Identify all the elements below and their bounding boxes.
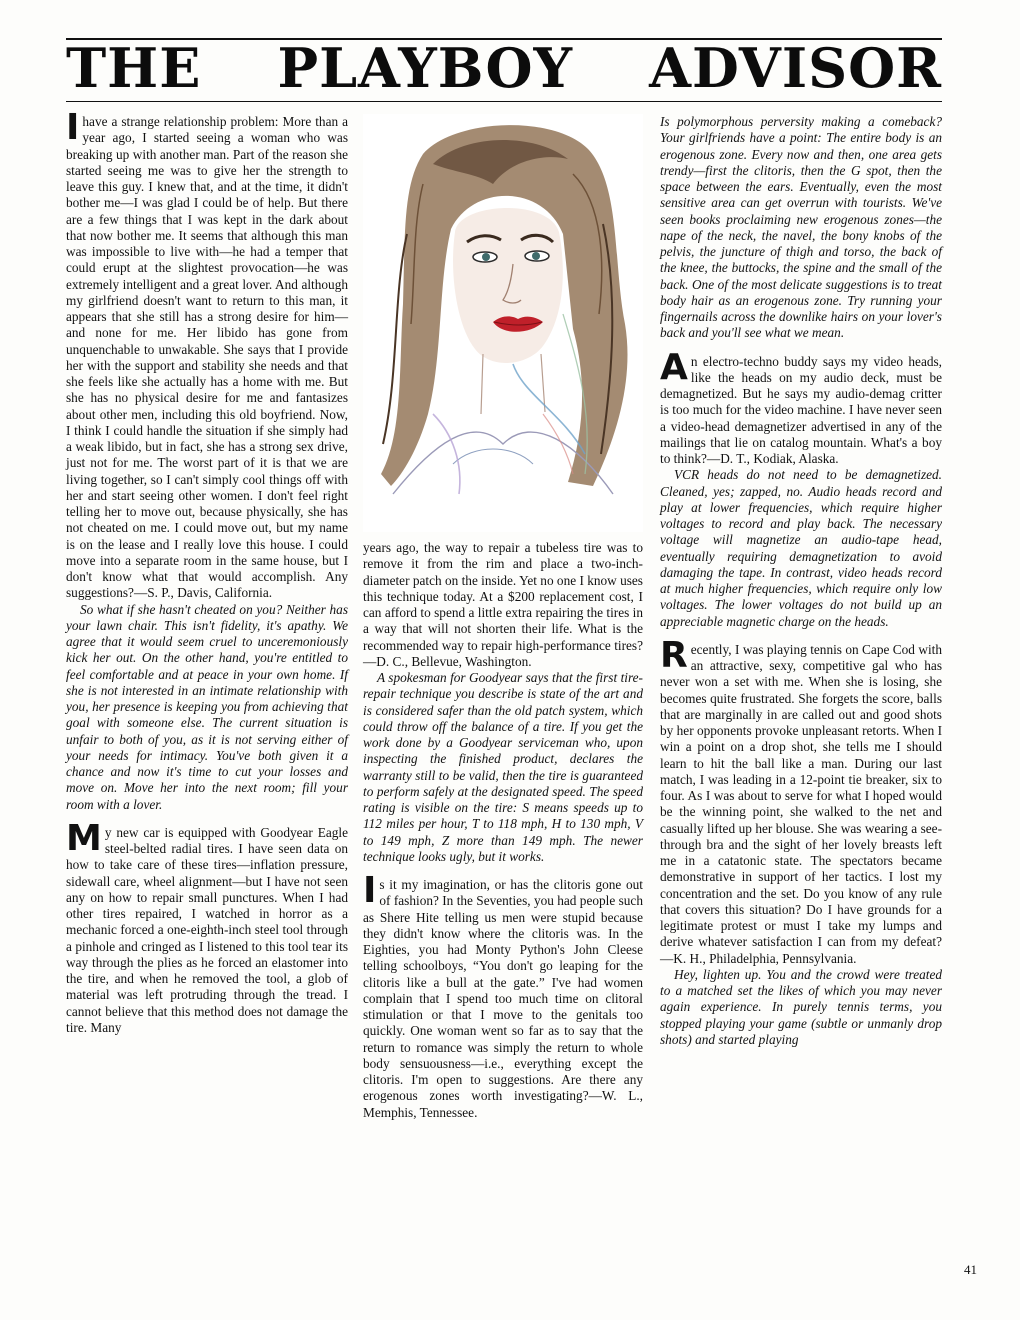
answer-paragraph (660, 967, 942, 1048)
drop-cap: R (660, 634, 688, 676)
drop-cap: I (66, 107, 80, 148)
paragraph-text: Hey, lighten up. You and the crowd were treated to a matched set the likes of which you may never again experience. In purely tennis terms, you stopped playing your game (subtle or unmanly drop shots) and started playing (660, 966, 942, 1047)
drop-cap: M (66, 817, 102, 859)
paragraph-text: Is polymorphous perversity making a comeback? Your girlfriends have a point: The entire body is an erogenous zone. Every now and then, one area gets trendy—first the clitoris, then the G spot, then the space between the ears. Eventually, even the most sensitive area can get overrun with tourists. We've seen books proclaiming new erogenous zones—the nape of the neck, the navel, the bony knobs of the pelvis, the juncture of thigh and torso, the back of the knee, the buttocks, the spine and the small of the back. One of the most delicate suggestions is to treat body hair as an erogenous zone. Try running your fingernails across the downlike hairs on your lover's back and you'll see what we mean. (660, 114, 942, 341)
paragraph-text: A spokesman for Goodyear says that the first tire-repair technique you describe is state of the art and is considered safer than the old patch system, which could throw off the balance of a tire. If you get the work done by a Goodyear serviceman who, upon inspecting the finished product, declares the warranty still to be valid, then the tire is guaranteed to perform safely at the designated speed. The speed rating is visible on the tire: S means speeds up to 112 miles per hour, T to 118 mph, H to 130 mph, V to 149 mph, Z more than 149 mph. The newer technique looks ugly, but it works. (363, 670, 643, 864)
paragraph-text: y new car is equipped with Goodyear Eagle steel-belted radial tires. I have seen data on how to take care of these tires—inflation pressure, sidewall care, wheel alignment—but I have not seen any on how to repair small punctures. When I had other tires repaired, I watched in horror as a mechanic forced a one-eighth-inch steel tool through a pinhole and cringed as I listened to this tool tear its way through the plies as he forced an elastomer into the tire, and when he removed the tool, a glob of material was left protruding through the tread. I cannot believe that this method does not damage the tire. Many (66, 824, 348, 1035)
column-2 (363, 540, 643, 1270)
answer-paragraph (363, 670, 643, 865)
page-title: THE PLAYBOY ADVISOR (66, 36, 942, 100)
woman-portrait-illustration (363, 114, 643, 532)
paragraph-text: have a strange relationship problem: More than a year ago, I started seeing a woman who was breaking up with another man. Part of the reason she started seeing me was to give her the strength to leave this guy. I knew that, and at the time, it didn't bother me—I was glad I could be of help. But there are a few things that I was kept in the dark about that now bother me. It seems that although this man was impossible to live with—he had a temper that could erupt at the slightest provocation—he was extremely intelligent and a great lover. And although my girlfriend doesn't want to return to this man, it appears that she still has a strong desire for him—and none for me. Her libido has gone from unquenchable to unwakable. She says that I provide her with the support and stability she needs and that she feels like she actually has a home with me. But she has no physical desire for me and fantasizes about other men, including this old boyfriend. Now, I think I could handle the situation if she simply had a weak libido, but in fact, she has a strong sex drive, just not for me. The worst part of it is that we are living together, so I can't simply cool things off with her and start seeing other women. I don't feel right telling her to move out, because physically, she has not cheated on me. I could move out, but my name is on the lease and I really love this house. I could move into a separate room in the same house, but I don't know what that would accomplish. Any suggestions?—S. P., Davis, California. (66, 114, 348, 601)
letter-paragraph (363, 540, 643, 670)
answer-paragraph (66, 602, 348, 813)
drop-cap: A (660, 346, 688, 388)
paragraph-text: ecently, I was playing tennis on Cape Cod with an attractive, sexy, competitive gal who has never won a set with me. When she is losing, she becomes quite frustrated. She forgets the score, balls that are marginally in are called out and good shots by her opponents provoke unpleasant retorts. When I win a point on a drop shot, she tells me I should learn to hit the ball like a man. During our last match, I was leading in a 12-point tie breaker, six to four. As I was about to serve for what I hoped would be the winning point, she walked to the net and casually lifted up her blouse. She was wearing a see-through bra and the sight of her lovely breasts left me in a catatonic state. The spectators became demonstrative in support of her tactics. I lost my concentration and the set. Do you know of any rule that covers this situation? Do I have grounds for a legitimate protest or must I take my lumps and derive whatever satisfaction I can from my defeat?—K. H., Philadelphia, Pennsylvania. (660, 641, 942, 966)
letter-paragraph (660, 346, 942, 468)
masthead-bottom-rule (66, 101, 942, 102)
letter-paragraph (66, 817, 348, 1036)
paragraph-text: s it my imagination, or has the clitoris gone out of fashion? In the Seventies, you had people such as Shere Hite telling us men were stupid because they didn't know where the clitoris was. In the Eighties, you had Monty Python's John Cleese telling schoolboys, “You don't go leaping for the clitoris like a bull at the gate.” I've had women complain that I spend too much time on clitoral stimulation or that I move to the genitals too quickly. One woman went so far as to say that the return to romance was simply the return to whole body sensuousness—i.e., everything except the clitoris. I'm open to suggestions. Are there any erogenous zones worth investigating?—W. L., Memphis, Tennessee. (363, 877, 643, 1120)
paragraph-text: VCR heads do not need to be demagnetized. Cleaned, yes; zapped, no. Audio heads record and play at lower frequencies, which require higher voltages to record and play back. The necessary voltage will magnetize an audio-tape head, eventually requiring demagnetization to avoid damaging the tape. In contrast, video heads record at much higher frequencies, which require only low voltages. The lower voltages do not build up an appreciable magnetic charge on the heads. (660, 467, 942, 629)
paragraph-text: n electro-techno buddy says my video heads, like the heads on my audio deck, must be demagnetized. But he says my audio-demag critter is too much for the video machine. I have never seen a video-head demagnetizer advertised in any of the mailings that lie on catalog mountain. What's a boy to think?—D. T., Kodiak, Alaska. (660, 353, 942, 466)
paragraph-text: So what if she hasn't cheated on you? Neither has your lawn chair. This isn't fidelity, it's apathy. We agree that it would seem cruel to unceremoniously kick her out. On the other hand, you're entitled to feel comfortable and at peace in your own home. If she is not interested in an intimate relationship with you, her presence is keeping you from achieving that goal with someone else. The current situation is unfair to both of you, as it is not serving either of your needs for intimacy. You've both given it a chance and now it's time to cut your losses and move on. Move her into the next room; fill your room with a lover. (66, 601, 348, 812)
drop-cap: I (363, 870, 377, 911)
page-number: 41 (964, 1262, 977, 1277)
letter-paragraph (363, 870, 643, 1121)
column-3 (660, 114, 942, 1270)
letter-paragraph (66, 107, 348, 602)
answer-paragraph (660, 114, 942, 342)
paragraph-text: years ago, the way to repair a tubeless tire was to remove it from the rim and place a two-inch-diameter patch on the inside. Yet no one I know uses this technique today. At a $200 replacement cost, I can afford to spend a little extra repairing the tires in a way that will not shorten their life. What is the recommended way to repair high-performance tires?—D. C., Bellevue, Washington. (363, 540, 643, 669)
letter-paragraph (660, 634, 942, 967)
column-1 (66, 107, 348, 1270)
answer-paragraph (660, 467, 942, 630)
